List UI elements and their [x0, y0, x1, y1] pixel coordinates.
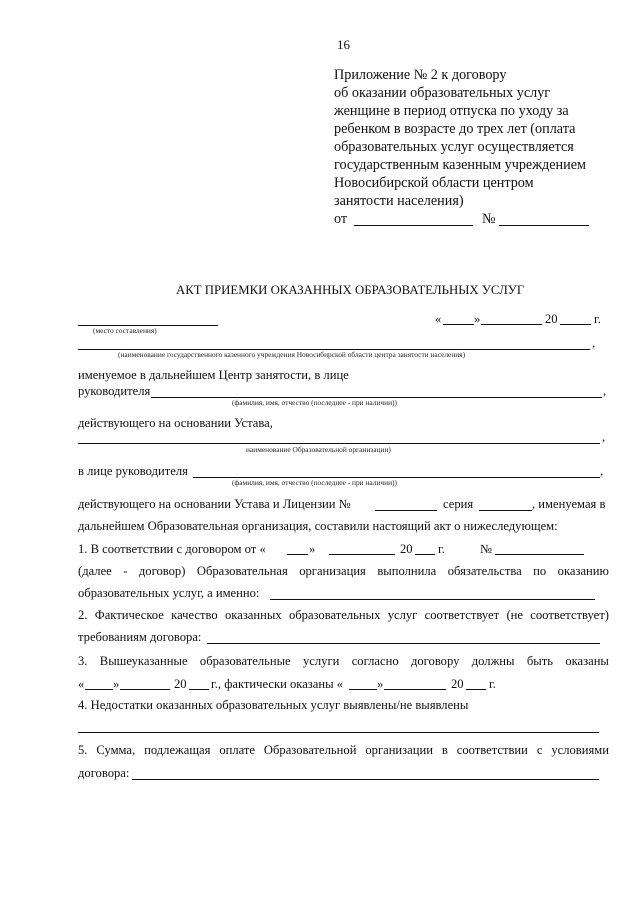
justified-word: услуг: [387, 608, 418, 622]
item5-line1: [78, 742, 609, 758]
appendix-number-label: №: [482, 211, 496, 227]
justified-word: с: [536, 743, 543, 757]
justified-word: в: [441, 743, 448, 757]
head-label: руководителя: [78, 384, 151, 398]
justified-word: услуги: [302, 654, 340, 668]
justified-word: оплате: [219, 743, 255, 757]
item3-line1: [78, 653, 609, 669]
item3-year-prefix: 20: [174, 677, 187, 691]
appendix-line: женщине в период отпуска по уходу за: [334, 103, 569, 119]
page-number: 16: [337, 37, 350, 52]
justified-word: организации: [365, 743, 433, 757]
edu-org-name-field[interactable]: [78, 443, 600, 444]
justified-word: соответствует): [530, 608, 609, 622]
item3-day-field[interactable]: [85, 689, 113, 690]
item4-text: 4. Недостатки оказанных образовательных услуг выявлены/не выявлены: [78, 698, 469, 712]
fio-hint: (фамилия, имя, отчество (последнее - при наличии)): [232, 398, 397, 407]
contract-date-field[interactable]: [354, 225, 473, 226]
license-series-field[interactable]: [479, 510, 532, 511]
date-year-prefix: 20: [545, 312, 558, 326]
item5-line2-text: договора:: [78, 766, 130, 780]
comma: ,: [603, 384, 607, 398]
item2-line1: [78, 607, 609, 623]
item1-day-field[interactable]: [287, 554, 308, 555]
justified-word: Образовательная: [196, 564, 288, 578]
named-edu-text: дальнейшем Образовательная организация, составили настоящий акт о нижеследующем:: [78, 519, 558, 533]
justified-word: выполнила: [377, 564, 437, 578]
date-open-quote: «: [435, 312, 442, 326]
appendix-from-label: от: [334, 211, 348, 227]
edu-org-hint: наименование Образовательной организации): [246, 445, 391, 454]
item3-actual-day-field[interactable]: [349, 689, 377, 690]
justified-word: договор): [138, 564, 186, 578]
comma: ,: [602, 430, 606, 444]
justified-word: оказанию: [557, 564, 609, 578]
quality-field[interactable]: [207, 643, 600, 644]
appendix-line: об оказании образовательных услуг: [334, 85, 551, 101]
justified-word: 5.: [78, 743, 88, 757]
item3-actual-close-quote: »: [377, 677, 384, 691]
item1-year-suffix: г.: [438, 542, 445, 556]
justified-word: оказаны: [565, 654, 609, 668]
appendix-line: образовательных услуг осуществляется: [334, 139, 574, 155]
item1-line3-text: образовательных услуг, а именно:: [78, 586, 260, 600]
item1-year-prefix: 20: [400, 542, 413, 556]
justified-word: (далее: [78, 564, 112, 578]
deficiencies-field[interactable]: [78, 732, 599, 733]
gov-agency-hint: (наименование государственного казенного учреждения Новосибирской области центра занятости населения): [118, 350, 466, 359]
justified-word: соответствии: [456, 743, 528, 757]
services-description-field[interactable]: [270, 599, 595, 600]
fio-hint-2: (фамилия, имя, отчество (последнее - при наличии)): [232, 478, 397, 487]
payment-amount-field[interactable]: [132, 779, 599, 780]
item3-actual-year-prefix: 20: [451, 677, 464, 691]
justified-word: Вышеуказанные: [99, 654, 188, 668]
item3-actual-year-suffix: г.: [489, 677, 496, 691]
acting-license-text: действующего на основании Устава и Лицензии №: [78, 497, 351, 511]
justified-word: соответствует: [424, 608, 500, 622]
item1-close-quote: »: [309, 542, 316, 556]
date-year-field[interactable]: [560, 324, 591, 325]
appendix-line: ребенком в возрасте до трех лет (оплата: [334, 121, 576, 137]
date-year-suffix: г.: [594, 312, 601, 326]
item1-number-field[interactable]: [495, 554, 584, 555]
document-title: АКТ ПРИЕМКИ ОКАЗАННЫХ ОБРАЗОВАТЕЛЬНЫХ УСЛУГ: [176, 283, 525, 297]
appendix-line: занятости населения): [334, 193, 464, 209]
justified-word: быть: [526, 654, 553, 668]
date-close-quote: »: [474, 312, 481, 326]
item1-number-label: №: [480, 542, 493, 556]
item1-text: 1. В соответствии с договором от «: [78, 542, 266, 556]
justified-word: Сумма,: [96, 743, 136, 757]
item3-close-quote: »: [113, 677, 120, 691]
justified-word: образовательные: [199, 654, 291, 668]
justified-word: согласно: [351, 654, 399, 668]
acting-charter-text: действующего на основании Устава,: [78, 416, 273, 430]
justified-word: оказанных: [225, 608, 282, 622]
justified-word: договору: [410, 654, 460, 668]
appendix-line: Новосибирской области центром: [334, 175, 534, 191]
justified-word: образовательных: [288, 608, 381, 622]
comma: ,: [600, 464, 604, 478]
item3-actual-text: г., фактически оказаны «: [211, 677, 343, 691]
justified-word: организация: [299, 564, 366, 578]
item3-month-field[interactable]: [120, 689, 170, 690]
acting-license-tail: , именуемая в: [532, 497, 606, 511]
appendix-line: Приложение № 2 к договору: [334, 67, 507, 83]
item3-year-field[interactable]: [189, 689, 209, 690]
contract-number-field[interactable]: [499, 225, 589, 226]
justified-word: должны: [471, 654, 515, 668]
justified-word: подлежащая: [144, 743, 211, 757]
justified-word: 2.: [78, 608, 88, 622]
place-hint: (место составления): [93, 326, 157, 335]
license-number-field[interactable]: [375, 510, 437, 511]
head-label-2: в лице руководителя: [78, 464, 188, 478]
justified-word: (не: [506, 608, 523, 622]
justified-word: условиями: [551, 743, 609, 757]
justified-word: -: [123, 564, 128, 578]
item3-actual-month-field[interactable]: [384, 689, 446, 690]
item1-line2: [78, 563, 609, 579]
justified-word: качество: [171, 608, 218, 622]
appendix-line: государственным казенным учреждением: [334, 157, 587, 173]
item3-actual-year-field[interactable]: [466, 689, 486, 690]
justified-word: Образовательной: [263, 743, 357, 757]
date-day-field[interactable]: [443, 324, 474, 325]
justified-word: обязательства: [447, 564, 522, 578]
item1-month-field[interactable]: [329, 554, 395, 555]
justified-word: по: [533, 564, 547, 578]
comma: ,: [592, 336, 596, 350]
item2-line2-text: требованиям договора:: [78, 630, 202, 644]
date-month-field[interactable]: [481, 324, 542, 325]
item3-open-quote: «: [78, 677, 85, 691]
justified-word: Фактическое: [94, 608, 164, 622]
series-label: серия: [443, 497, 474, 511]
named-center-text: именуемое в дальнейшем Центр занятости, в лице: [78, 368, 349, 382]
justified-word: 3.: [78, 654, 88, 668]
item1-year-field[interactable]: [415, 554, 435, 555]
